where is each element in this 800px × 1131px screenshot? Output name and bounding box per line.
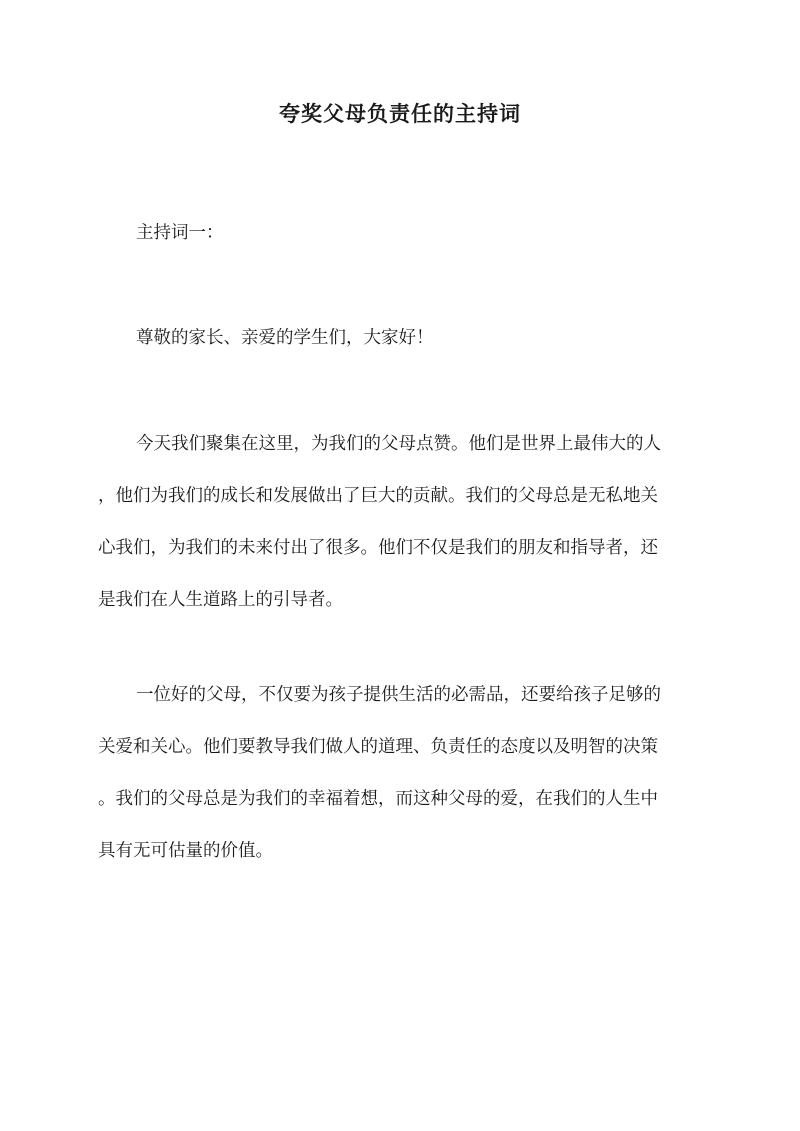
paragraph-body-1 bbox=[98, 418, 700, 626]
paragraph-line: 主持词一： bbox=[136, 223, 224, 243]
paragraph-line: 是我们在人生道路上的引导者。 bbox=[98, 590, 343, 610]
document-title: 夸奖父母负责任的主持词 bbox=[279, 101, 521, 126]
paragraph-line: 。我们的父母总是为我们的幸福着想，而这种父母的爱，在我们的人生中 bbox=[98, 789, 658, 809]
paragraph-line: 关爱和关心。他们要教导我们做人的道理、负责任的态度以及明智的决策 bbox=[98, 737, 658, 757]
paragraph-greeting bbox=[98, 312, 700, 364]
paragraph-line: 一位好的父母，不仅要为孩子提供生活的必需品，还要给孩子足够的 bbox=[136, 685, 661, 705]
paragraph-line: 具有无可估量的价值。 bbox=[98, 841, 273, 861]
paragraph-line: 心我们，为我们的未来付出了很多。他们不仅是我们的朋友和指导者，还 bbox=[98, 538, 658, 558]
paragraph-line: 今天我们聚集在这里，为我们的父母点赞。他们是世界上最伟大的人 bbox=[136, 434, 661, 454]
paragraph-body-2 bbox=[98, 669, 700, 877]
paragraph-line: 尊敬的家长、亲爱的学生们，大家好！ bbox=[136, 328, 434, 348]
paragraph-line: ，他们为我们的成长和发展做出了巨大的贡献。我们的父母总是无私地关 bbox=[98, 486, 658, 506]
paragraph-heading bbox=[98, 207, 700, 259]
